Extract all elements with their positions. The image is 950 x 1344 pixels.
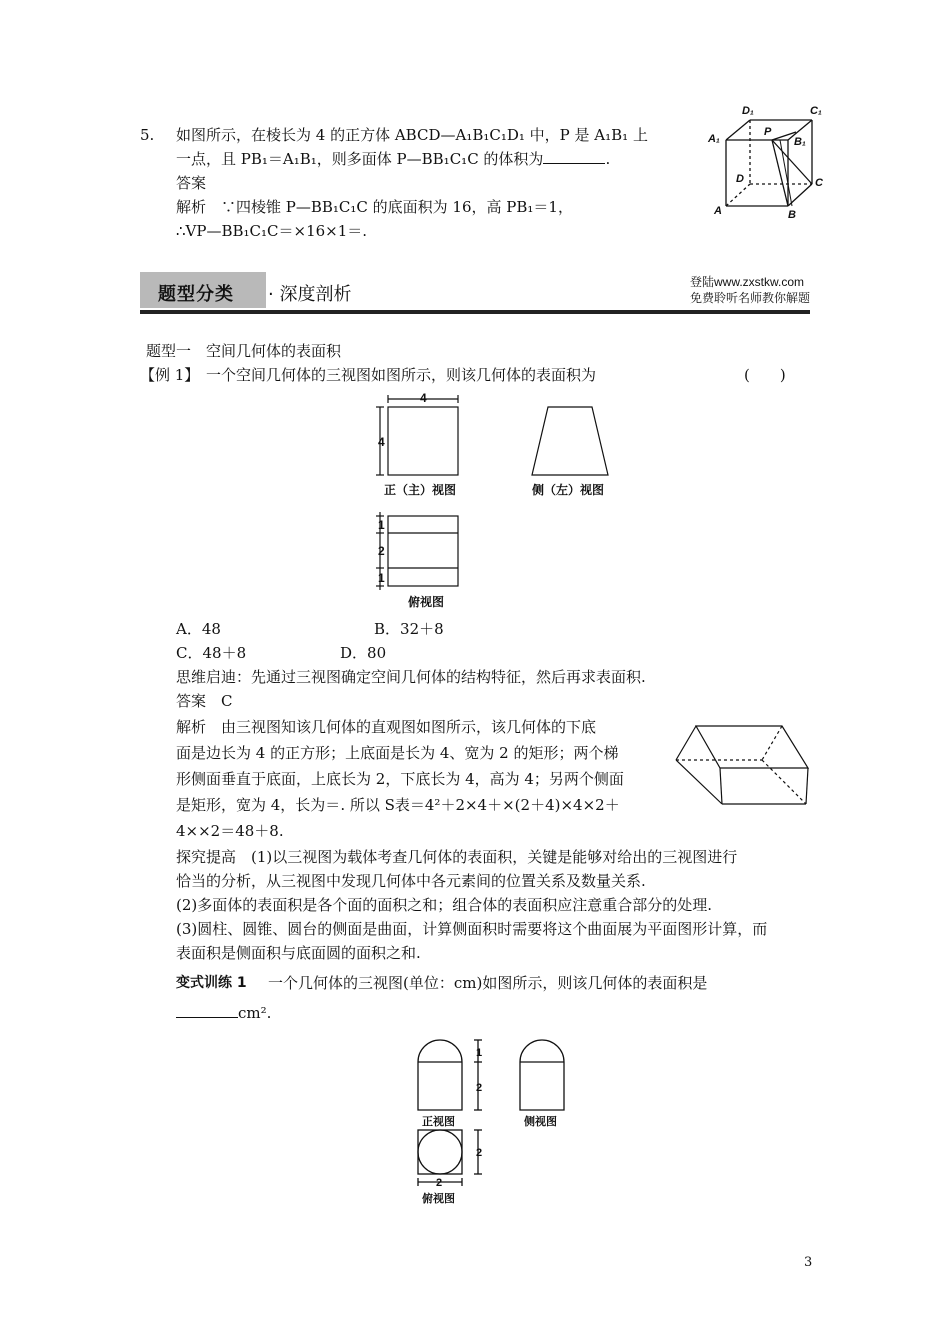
top-view-rect (388, 516, 458, 586)
front-view-square (388, 407, 458, 475)
solid-top-face (696, 726, 808, 768)
answer-label: 答案 (176, 174, 207, 192)
top-view-circle (418, 1130, 462, 1174)
variant-text: 一个几何体的三视图(单位：cm)如图所示，则该几何体的表面积是 (268, 974, 708, 992)
option-d: D．80 (340, 644, 387, 662)
side-view-caption: 侧（左）视图 (532, 483, 605, 497)
answer-blank (543, 149, 605, 164)
solid-figure (670, 716, 815, 812)
page-number: 3 (804, 1255, 813, 1270)
analysis-line5: 4××2＝48＋8. (176, 822, 284, 840)
section-title: 题型分类 (158, 284, 234, 305)
hint-text: 思维启迪：先通过三视图确定空间几何体的结构特征，然后再求表面积. (176, 668, 646, 686)
dim-label-1: 1 (476, 1047, 483, 1059)
section-header-bar (140, 272, 810, 312)
explore-line1: 探究提高 (1)以三视图为载体考查几何体的表面积，关键是能够对给出的三视图进行 (176, 848, 738, 866)
variant-answer-line: cm². (176, 1002, 271, 1024)
example1-label: 【例 1】 (140, 366, 200, 384)
explore-line3: (2)多面体的表面积是各个面的面积之和；组合体的表面积应注意重合部分的处理. (176, 896, 713, 914)
answer-paren: ( ) (744, 366, 786, 384)
site-url: 登陆www.zxstkw.com (689, 275, 804, 289)
section-rule (140, 310, 810, 314)
label-c: C (815, 177, 823, 189)
label-b1: B₁ (794, 136, 806, 148)
option-a: A．48 (176, 620, 221, 638)
option-c: C．48＋8 (176, 644, 247, 662)
site-slogan: 免费聆听名师教你解题 (689, 291, 810, 305)
explore-line5: 表面积是侧面积与底面圆的面积之和. (176, 944, 421, 962)
solid-edge (676, 726, 696, 760)
label-a1: A₁ (708, 133, 720, 145)
label-d: D (736, 173, 744, 185)
section-subtitle: · 深度剖析 (268, 284, 352, 305)
problem-number: 5. (140, 126, 155, 144)
label-a: A (714, 205, 722, 217)
dim-label-1b: 1 (378, 571, 385, 585)
label-d1: D₁ (742, 105, 754, 117)
cube-edge (726, 120, 750, 140)
site-promo (690, 274, 810, 306)
answer-blank (176, 1003, 238, 1018)
problem-text-line1: 如图所示，在棱长为 4 的正方体 ABCD—A₁B₁C₁D₁ 中，P 是 A₁B₁ 上 (176, 126, 648, 144)
answer-text: 答案 C (176, 692, 233, 710)
cube-figure (700, 100, 830, 225)
top-view-caption: 俯视图 (422, 1193, 455, 1205)
analysis-text: 解析 ∵四棱锥 P—BB₁C₁C 的底面积为 16，高 PB₁＝1， (176, 198, 573, 216)
solid-edge (720, 768, 722, 804)
dim-label-1a: 1 (378, 518, 385, 532)
option-b: B．32＋8 (374, 620, 444, 638)
type1-heading: 题型一 空间几何体的表面积 (146, 342, 342, 360)
solid-edge-hidden (762, 726, 782, 760)
dim-label-4-top: 4 (420, 391, 427, 405)
side-view-caption: 侧视图 (524, 1116, 557, 1128)
dim-label-2: 2 (378, 544, 385, 558)
label-b: B (788, 209, 796, 221)
variant-label: 变式训练 1 (176, 975, 247, 991)
dim-label-2b: 2 (476, 1147, 483, 1159)
conclusion-text: ∴VP—BB₁C₁C＝×16×1＝. (176, 222, 368, 240)
variant-three-view-figure (400, 1028, 580, 1208)
analysis-line2: 面是边长为 4 的正方形；上底面是长为 4、宽为 2 的矩形；两个梯 (176, 744, 619, 762)
solid-edge (676, 760, 722, 804)
solid-edge-hidden (762, 760, 806, 804)
top-view-caption: 俯视图 (408, 595, 445, 609)
front-view-shape (418, 1040, 462, 1110)
side-view-trapezoid (532, 407, 608, 475)
explore-line2: 恰当的分析，从三视图中发现几何体中各元素间的位置关系及数量关系. (176, 872, 646, 890)
label-p: P (764, 126, 772, 138)
dim-label-4-left: 4 (378, 435, 385, 449)
solid-edge (806, 768, 808, 804)
analysis-line3: 形侧面垂直于底面，上底长为 2，下底长为 4，高为 4；另两个侧面 (176, 770, 624, 788)
cube-edge-hidden (726, 184, 750, 206)
three-view-figure (370, 390, 620, 615)
dim-label-2a: 2 (476, 1082, 483, 1094)
side-view-shape (520, 1040, 564, 1110)
explore-line4: (3)圆柱、圆锥、圆台的侧面是曲面，计算侧面积时需要将这个曲面展为平面图形计算，而 (176, 920, 768, 938)
front-view-caption: 正视图 (422, 1116, 455, 1128)
analysis-line1: 解析 由三视图知该几何体的直观图如图所示，该几何体的下底 (176, 718, 597, 736)
dim-label-2c: 2 (436, 1177, 443, 1189)
problem-text-line2: 一点，且 PB₁＝A₁B₁，则多面体 P—BB₁C₁C 的体积为 . (176, 150, 611, 168)
front-view-caption: 正（主）视图 (384, 483, 457, 497)
example1-text: 一个空间几何体的三视图如图所示，则该几何体的表面积为 (206, 366, 597, 384)
label-c1: C₁ (810, 105, 822, 117)
analysis-line4: 是矩形，宽为 4，长为＝. 所以 S表＝4²＋2×4＋×(2＋4)×4×2＋ (176, 796, 620, 814)
